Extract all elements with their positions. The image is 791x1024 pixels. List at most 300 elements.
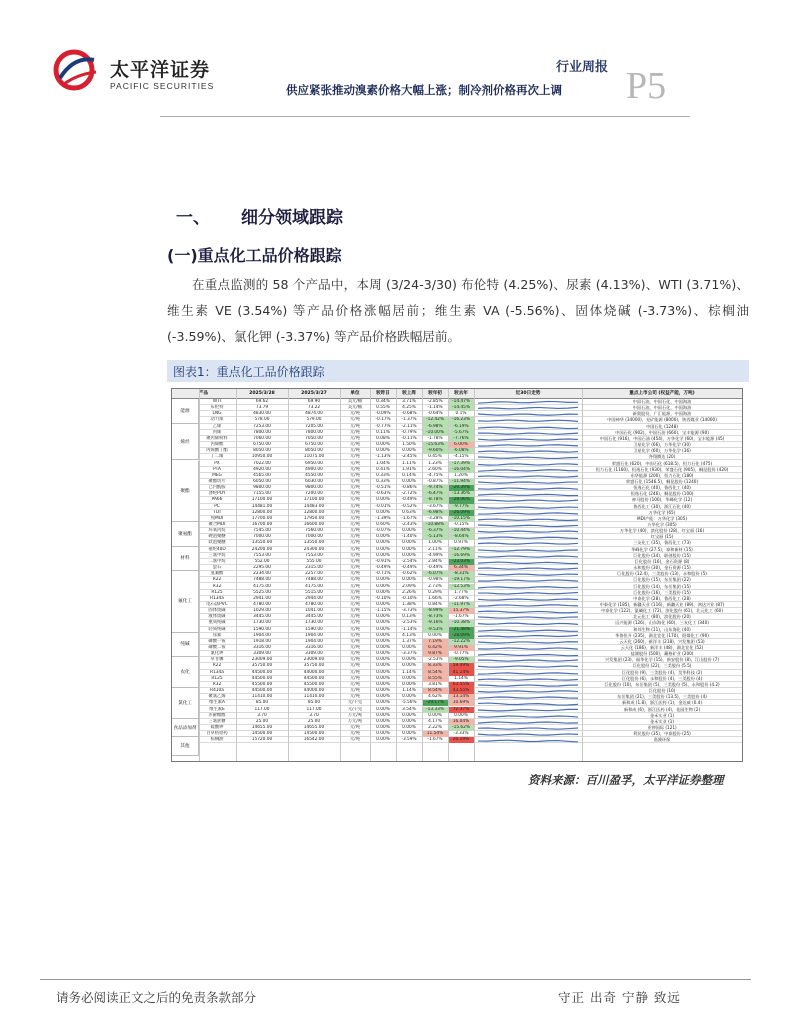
table-cell: 11.54% <box>422 731 448 737</box>
table-cell: -0.77% <box>453 651 469 657</box>
table-cell: 8050.00 <box>305 448 323 454</box>
company-cell: 巨化股份 (16)，金石资源 (8) <box>634 558 690 564</box>
table-cell: 0.00% <box>376 694 390 700</box>
trend-line <box>478 525 578 526</box>
table-cell: 12800.00 <box>303 509 325 515</box>
table-cell: -2.53% <box>401 620 417 626</box>
table-cell: 7560.00 <box>305 528 323 534</box>
table-cell: 元/吨 <box>349 669 361 675</box>
table-cell: -3.59% <box>401 737 417 743</box>
table-cell: 73.79 <box>255 405 269 411</box>
table-cell: 0.00% <box>402 546 416 552</box>
table-cell: 0.00% <box>402 694 416 700</box>
table-cell: 维生素A <box>209 700 225 706</box>
table-cell: 6.34% <box>448 565 474 571</box>
column-divider <box>340 389 341 761</box>
table-cell: 元/吨 <box>349 478 361 484</box>
table-cell: 3.70 <box>257 712 267 718</box>
table-cell: -13.36% <box>448 491 474 497</box>
table-header-cell: 2025/3/28 <box>249 391 275 396</box>
company-cell: 中泰化学 (185)，新疆天业 (116)，新疆天业 (89)，鸿达兴业 (87) <box>599 601 725 607</box>
table-cell: 3309.00 <box>253 651 271 657</box>
table-header-cell: 较年初 <box>428 391 442 396</box>
table-cell: 72.37% <box>448 707 474 713</box>
trend-line <box>478 697 578 698</box>
table-cell: -4.15% <box>453 454 469 460</box>
trend-sparkline <box>478 738 578 743</box>
table-cell: -0.77% <box>375 423 391 429</box>
table-cell: 丁二烯 <box>210 454 224 460</box>
company-cell: 中泰化学 (28)，鲁西化工 (28) <box>633 595 691 601</box>
company-cell: 东华能源 (200)，恒力石化 (180) <box>630 472 694 478</box>
table-cell: -0.10% <box>401 595 417 601</box>
table-cell: 美元/桶 <box>347 405 363 411</box>
table-cell: -21.48% <box>448 627 474 633</box>
table-cell: 2944.00 <box>305 595 323 601</box>
table-cell: 13550.00 <box>303 540 325 546</box>
table-cell: R125 <box>211 675 223 681</box>
table-cell: -5.13% <box>422 534 448 540</box>
table-cell: -11.97% <box>448 602 474 608</box>
company-cell: 巨化股份 (12.4)，三美股份 (13)，永和股份 (5) <box>617 571 707 577</box>
table-cell: 2234.00 <box>253 571 271 577</box>
table-cell: 7553.00 <box>305 552 323 558</box>
table-cell: 0.00% <box>402 552 416 558</box>
table-cell: 44500.00 <box>251 688 273 694</box>
table-cell: 三氯甲烷 <box>208 552 226 558</box>
table-cell: 6.42% <box>422 645 448 651</box>
company-cell: 鲁西化工 (30)，浙江石化 (40) <box>633 503 691 509</box>
table-cell: 11075.00 <box>303 454 325 460</box>
table-cell: 15.37% <box>448 608 474 614</box>
trend-line <box>478 482 578 483</box>
table-cell: -0.15% <box>453 522 469 527</box>
table-cell: 552.00 <box>254 558 270 564</box>
table-row <box>172 737 742 743</box>
report-type: 行业周报 <box>556 60 609 75</box>
table-cell: 元/吨 <box>349 460 361 466</box>
column-divider <box>199 389 200 761</box>
table-cell: MEG <box>212 472 222 478</box>
table-cell: 元/吨 <box>349 411 361 417</box>
table-cell: 聚丙烯粉料 <box>206 435 228 441</box>
table-cell: 13550.00 <box>251 540 273 546</box>
table-cell: 7205.00 <box>305 423 323 429</box>
table-cell: -0.87% <box>427 478 443 484</box>
table-cell: 元/吨 <box>349 503 361 509</box>
table-cell: 元/千克 <box>347 700 363 706</box>
table-cell: 元/吨 <box>349 534 361 540</box>
table-cell: -16.23% <box>448 417 474 423</box>
table-cell: 4780.00 <box>253 601 271 607</box>
table-cell: 1.14% <box>402 669 416 675</box>
company-cell: 中国石化 (902)，中国石油 (660)，宝丰能源 (90) <box>615 429 709 435</box>
table-cell: -8.73% <box>422 614 448 620</box>
table-cell: 2295.00 <box>253 565 271 571</box>
table-cell: PX <box>214 460 220 466</box>
table-cell: 元/吨 <box>349 614 361 620</box>
company-cell: 荣盛石化 (1546.5)，桐昆股份 (1240) <box>625 478 699 484</box>
table-cell: -0.10% <box>375 595 391 601</box>
company-cell: 恒逸石化 (40)，鲁西化工 (40) <box>633 485 691 491</box>
table-cell: -0.62% <box>401 571 417 577</box>
trend-line <box>478 550 578 551</box>
table-cell: 7800.00 <box>253 429 271 435</box>
column-divider <box>396 389 397 761</box>
table-cell: 萤石 <box>212 565 222 571</box>
table-cell: WTI <box>212 399 222 404</box>
section-number: 一、 <box>176 208 210 228</box>
company-cell: 嘉澳环保 <box>653 737 671 743</box>
table-cell: 美元/桶 <box>347 399 363 404</box>
table-cell: -16.69% <box>448 553 474 559</box>
company-cell: 巨化股份 (15)，东岳集团 (22) <box>633 577 691 583</box>
table-header-row <box>172 389 742 399</box>
table-cell: 43.55% <box>448 688 474 694</box>
table-cell: 117.00 <box>254 706 270 712</box>
trend-line <box>478 592 578 594</box>
table-cell: 9800.00 <box>253 485 271 491</box>
footer-disclaimer: 请务必阅读正文之后的免责条款部分 <box>56 990 257 1005</box>
table-cell: -10.15% <box>448 516 474 522</box>
table-cell: -0.49% <box>401 565 417 571</box>
trend-line <box>478 556 578 557</box>
table-cell: 4565.00 <box>253 472 271 478</box>
table-cell: 1.50% <box>402 442 416 448</box>
table-cell: 0.00% <box>376 688 390 694</box>
table-cell: 0.00% <box>376 448 390 454</box>
company-cell: 恒力石化 (1160)，恒逸石化 (930)，荣盛石化 (905)，桐昆股份 (420) <box>595 466 729 472</box>
company-cell: 中国石化 (916)，中国石油 (454)，万华化学 (60)，宝丰能源 (45) <box>599 435 725 441</box>
trend-line <box>478 507 578 508</box>
table-cell: 0.00% <box>402 675 416 681</box>
table-cell: 0.29% <box>428 589 442 595</box>
table-cell: -6.08% <box>448 448 474 454</box>
trend-line <box>478 722 578 723</box>
table-cell: 0.41% <box>376 466 390 472</box>
table-cell: -2.54% <box>401 558 417 564</box>
summary-paragraph: 在重点监测的 58 个产品中，本周 (3/24-3/30) 布伦特 (4.25%)、尿素 (4.13%)、WTI (3.71%)、维生素 VE (3.54%) 等产品价格涨幅居前；维生素 VA (-5.56%)、固体烧碱 (-3.73%)、棕榈油 (-3.59%)、氯化钾 (-3.37%) 等产品价格跌幅居前。 <box>167 277 749 344</box>
table-cell: 4175.00 <box>253 583 271 589</box>
table-cell: -16.04% <box>448 467 474 473</box>
table-cell: 0.1% <box>455 411 467 417</box>
trend-line <box>478 562 578 564</box>
trend-line <box>478 605 578 606</box>
table-cell: 0.00% <box>376 577 390 583</box>
table-cell: 11410.00 <box>251 694 273 700</box>
section-title: 细分领域跟踪 <box>241 208 343 228</box>
table-cell: 0.00% <box>376 645 390 650</box>
table-cell: -28.06% <box>448 497 474 503</box>
table-cell: 14483.00 <box>303 503 325 509</box>
table-cell: 85.00 <box>307 700 321 706</box>
table-cell: 555.00 <box>306 558 322 564</box>
table-cell: -3.37% <box>401 651 417 657</box>
table-cell: 元/吨 <box>349 417 361 423</box>
table-cell: 14655.00 <box>251 724 273 730</box>
table-cell: 草甘膦 <box>210 657 224 663</box>
table-cell: 0.00% <box>402 731 416 737</box>
table-header-cell: 较去年 <box>454 391 468 396</box>
table-cell: -1.40% <box>401 534 417 540</box>
company-cell: 荣盛石化 (620)，中国石化 (618.5)，恒力石化 (475) <box>611 460 713 466</box>
table-cell: 氢氟酸 <box>210 571 224 577</box>
table-cell: -4.75% <box>427 472 443 478</box>
trend-line <box>478 679 578 680</box>
table-cell: 0.00% <box>376 651 390 657</box>
table-cell: -6.37% <box>422 528 448 534</box>
table-cell: -1.15% <box>375 608 391 614</box>
table-cell: 聚酯切片 <box>208 478 226 484</box>
table-cell: 1.66% <box>428 595 442 601</box>
trend-line <box>478 414 578 415</box>
table-cell: 0.00% <box>402 528 416 534</box>
table-cell: 6750.00 <box>253 442 271 448</box>
table-cell: 7000.00 <box>305 534 323 540</box>
table-cell: 0.08% <box>376 435 390 441</box>
table-header-cell: 产品 <box>198 391 209 396</box>
company-cell: 金禾实业 (1) <box>649 718 674 724</box>
table-cell: -8.78% <box>422 497 448 503</box>
table-cell: 元/吨 <box>349 522 361 527</box>
table-cell: -1.14% <box>427 405 443 411</box>
table-cell: PC <box>214 503 220 509</box>
table-cell: 0.14% <box>402 472 416 478</box>
table-cell: -1.39% <box>375 515 391 521</box>
table-cell: -23.03% <box>448 559 474 565</box>
trend-line <box>478 433 578 434</box>
trend-line <box>478 494 578 496</box>
table-cell: -6.98% <box>422 424 448 430</box>
table-cell: 9800.00 <box>305 485 323 491</box>
table-cell: 元/吨 <box>349 651 361 657</box>
table-cell: PTA <box>213 466 221 472</box>
table-cell: -20.39% <box>448 485 474 491</box>
trend-line <box>478 642 578 643</box>
trend-line <box>478 445 578 446</box>
table-cell: 元/吨 <box>349 565 361 571</box>
table-cell: 0.00% <box>402 657 416 663</box>
company-cell: 恒逸石化 (246)，桐昆股份 (100) <box>630 491 694 497</box>
table-cell: 69.90 <box>307 399 321 404</box>
company-cell: 兴发集团 (23)，福华化学 (15)，新安股份 (8)，江山股份 (7) <box>605 657 719 663</box>
table-cell: 12800.00 <box>251 509 273 515</box>
table-cell: 纯MDI <box>210 515 224 521</box>
table-cell: -2.68% <box>453 595 469 601</box>
table-cell: 0.13% <box>402 614 416 620</box>
table-cell: 0.00% <box>402 681 416 687</box>
trend-line <box>478 543 578 544</box>
table-cell: 15720.00 <box>251 737 273 743</box>
table-header-cell: 重点上市公司 (权益产能，万吨) <box>629 391 695 396</box>
table-cell: 0.33% <box>376 472 390 478</box>
table-cell: 0.00% <box>402 478 416 484</box>
table-cell: 117.00 <box>306 706 322 712</box>
company-cell: 卫星化学 (66)，万华化学 (30) <box>633 442 691 448</box>
table-header-cell: 近30日走势 <box>515 391 541 396</box>
table-cell: -19.17% <box>448 577 474 583</box>
table-cell: 1.23% <box>428 460 442 466</box>
table-cell: -0.91% <box>375 558 391 564</box>
table-cell: 元/吨 <box>349 442 361 448</box>
table-cell: 硫酸钾 <box>210 724 224 730</box>
table-cell: -5.56% <box>401 700 417 706</box>
table-cell: -12.42% <box>422 417 448 423</box>
table-cell: -9.16% <box>422 620 448 626</box>
table-cell: 11410.00 <box>303 694 325 700</box>
table-cell: -29.17% <box>422 700 448 706</box>
table-cell: 3.81% <box>428 681 442 687</box>
table-cell: 1904.00 <box>253 632 271 638</box>
table-cell: -0.11% <box>401 435 417 441</box>
table-cell: 丙烯 <box>212 429 222 435</box>
table-cell: 3.70 <box>309 712 319 718</box>
table-cell: 0.00% <box>402 577 416 583</box>
table-cell: R410a <box>210 688 224 694</box>
table-cell: 6050.00 <box>253 478 271 484</box>
table-cell: 0.45% <box>428 454 442 460</box>
table-cell: 1904.00 <box>305 638 323 644</box>
table-cell: -0.71% <box>375 571 391 577</box>
table-cell: 6750.00 <box>305 442 323 448</box>
trend-line <box>478 728 578 729</box>
table-cell: 1.20% <box>454 472 468 478</box>
table-cell: -11.94% <box>448 479 474 485</box>
table-cell: 1.91% <box>402 466 416 472</box>
table-cell: 41.14% <box>448 670 474 676</box>
table-cell: 10950.00 <box>251 454 273 460</box>
company-cell: 华鲁恒升 (235)，湖北宜化 (170)，阳煤化工 (90) <box>615 632 709 638</box>
trend-line <box>478 500 578 501</box>
table-cell: 4830.00 <box>253 411 271 417</box>
table-cell: 元/吨 <box>349 595 361 601</box>
brand-name-cn: 太平洋证券 <box>110 59 211 81</box>
trend-line <box>478 439 578 440</box>
table-cell: 元/吨 <box>349 688 361 694</box>
trend-line <box>478 716 578 717</box>
table-cell: -3.73% <box>401 608 417 614</box>
table-cell: 元/吨 <box>349 577 361 583</box>
column-divider <box>370 389 371 761</box>
company-cell: MDI产能：万华化学 (305) <box>637 515 687 521</box>
category-cell: 氟化工 <box>172 571 199 633</box>
column-divider <box>448 389 449 761</box>
table-cell: 氨纶40D <box>208 546 226 552</box>
table-cell: 44000.00 <box>303 688 325 694</box>
table-cell: 4.25% <box>402 405 416 411</box>
table-cell: -1.13% <box>375 454 391 460</box>
table-cell: R134a <box>210 595 224 601</box>
table-cell: 0.00% <box>376 663 390 669</box>
column-divider <box>582 389 583 761</box>
table-cell: 45500.00 <box>251 681 273 687</box>
company-cell: 新奥股份，广汇能源，中国海油 <box>632 411 692 417</box>
trend-line <box>478 513 578 514</box>
trend-line <box>478 488 578 489</box>
table-cell: -0.64% <box>427 411 443 417</box>
table-cell: 0.00% <box>402 540 416 546</box>
company-logo-icon <box>50 48 106 92</box>
table-cell: 5515.00 <box>305 589 323 595</box>
table-cell: 三氯蔗糖 <box>208 718 226 724</box>
table-cell: -4.99% <box>427 552 443 558</box>
trend-line <box>478 537 578 538</box>
table-cell: 0.33% <box>376 478 390 484</box>
table-cell: 35750.00 <box>251 663 273 669</box>
table-cell: 0.11% <box>376 429 390 435</box>
table-cell: 元/吨 <box>349 583 361 589</box>
footer-motto: 守正 出奇 宁静 致远 <box>558 990 681 1005</box>
table-cell: 万元/吨 <box>347 712 363 718</box>
table-cell: 7488.00 <box>305 577 323 583</box>
table-cell: 0.00% <box>376 583 390 589</box>
table-cell: -12.53% <box>448 584 474 590</box>
table-cell: -0.01% <box>375 503 391 509</box>
table-cell: 24200.00 <box>251 546 273 552</box>
table-header-cell: 较上周 <box>402 391 416 396</box>
table-cell: 二氯甲烷 <box>208 558 226 564</box>
table-cell: 涤纶POY <box>208 491 226 497</box>
trend-line <box>478 734 578 735</box>
table-cell: 轻质纯碱 <box>208 626 226 632</box>
table-cell: 25.00 <box>307 718 321 724</box>
company-cell: 巨化股份 (10) <box>648 688 676 694</box>
table-cell: 元/吨 <box>349 675 361 681</box>
table-cell: -0.63% <box>375 491 391 497</box>
table-cell: 氯化钾 <box>210 651 224 657</box>
company-cell: 卫星化学 (60)，万华化学 (36) <box>633 448 691 454</box>
table-cell: 2.73% <box>428 583 442 589</box>
footer-divider <box>40 979 751 980</box>
company-cell: 神马股份 (100)，华峰化学 (12) <box>631 497 693 503</box>
table-cell: 4.13% <box>402 632 416 638</box>
table-cell: -14.45% <box>448 405 474 411</box>
table-cell: -1.14% <box>401 626 417 632</box>
table-cell: -7.76% <box>448 436 474 442</box>
table-cell: -0.68% <box>401 411 417 417</box>
table-cell: -6.07% <box>422 571 448 577</box>
table-cell: 元/吨 <box>349 466 361 472</box>
table-cell: 14481.00 <box>251 503 273 509</box>
table-cell: 7545.00 <box>253 528 271 534</box>
table-cell: 1.14% <box>454 675 468 681</box>
table-cell: 13.14% <box>448 694 474 700</box>
table-cell: 元/千克 <box>347 706 363 712</box>
table-cell: 1041.00 <box>305 608 323 614</box>
table-cell: 0.00% <box>376 589 390 595</box>
category-cell: 农化 <box>172 657 199 688</box>
company-cell: 金禾实业 (1) <box>649 712 674 718</box>
header-divider <box>160 116 690 117</box>
table-cell: -2.43% <box>401 522 417 527</box>
table-cell: 0.00% <box>376 681 390 687</box>
table-cell: -0.98% <box>427 577 443 583</box>
table-cell: 2315.00 <box>305 565 323 571</box>
table-cell: 元/吨 <box>349 731 361 737</box>
table-cell: 44500.00 <box>251 669 273 675</box>
table-cell: 1.37% <box>402 638 416 644</box>
company-cell: 远兴能源 (126)，山东海化 (60)，三友化工 (340) <box>615 620 709 626</box>
table-cell: 0.60% <box>376 522 390 527</box>
table-cell: 63.55% <box>448 682 474 688</box>
company-cell: 万华化学 (305) <box>647 522 677 527</box>
table-cell: 23009.00 <box>251 657 273 663</box>
table-cell: 元/吨 <box>349 737 361 743</box>
table-cell: 4920.00 <box>253 466 271 472</box>
table-cell: 44000.00 <box>303 669 325 675</box>
table-cell: R32 <box>212 583 222 589</box>
category-cell: 材料 <box>172 547 199 572</box>
